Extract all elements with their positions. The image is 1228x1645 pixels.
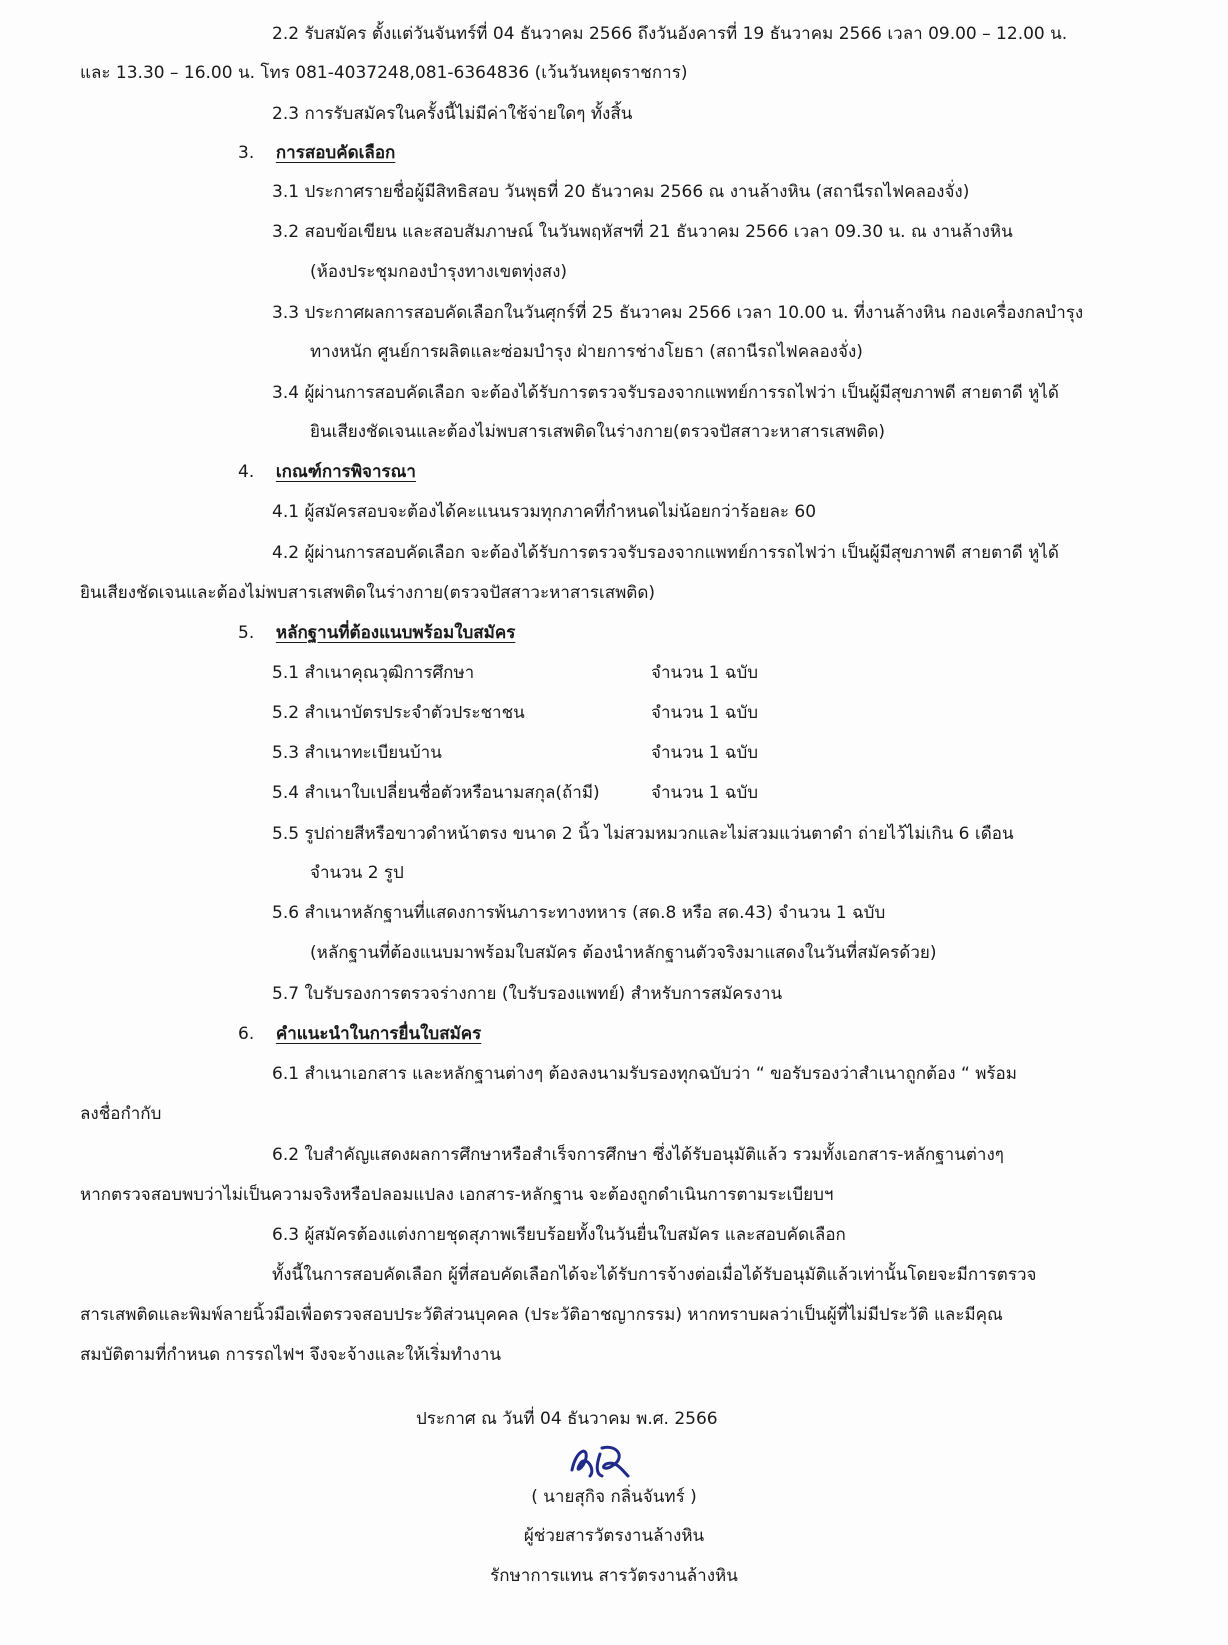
item-3-4-line1: 3.4 ผู้ผ่านการสอบคัดเลือก จะต้องได้รับการตรวจรับรองจากแพทย์การรถไฟว่า เป็นผู้มีสุขภาพดี สายตาดี หูได้ — [272, 383, 1059, 403]
section-6-number: 6. — [238, 1024, 255, 1044]
item-6-2-line2: หากตรวจสอบพบว่าไม่เป็นความจริงหรือปลอมแปลง เอกสาร-หลักฐาน จะต้องถูกดำเนินการตามระเบียบฯ — [80, 1185, 834, 1205]
section-5-heading: หลักฐานที่ต้องแนบพร้อมใบสมัคร — [275, 623, 516, 643]
item-6-1-line1: 6.1 สำเนาเอกสาร และหลักฐานต่างๆ ต้องลงนามรับรองทุกฉบับว่า “ ขอรับรองว่าสำเนาถูกต้อง “ พร้อม — [272, 1064, 1017, 1084]
section-4-heading-row — [238, 459, 416, 485]
announcement-date: ประกาศ ณ วันที่ 04 ธันวาคม พ.ศ. 2566 — [416, 1409, 718, 1429]
item-2-2-line1: 2.2 รับสมัคร ตั้งแต่วันจันทร์ที่ 04 ธันวาคม 2566 ถึงวันอังคารที่ 19 ธันวาคม 2566 เวลา 09.00 – 12.00 น. — [272, 24, 1068, 44]
item-5-4-label: 5.4 สำเนาใบเปลี่ยนชื่อตัวหรือนามสกุล(ถ้ามี) — [272, 783, 600, 803]
item-3-2-line2: (ห้องประชุมกองบำรุงทางเขตทุ่งสง) — [310, 262, 568, 282]
section-3-number: 3. — [238, 143, 255, 163]
item-5-6-line2: (หลักฐานที่ต้องแนบมาพร้อมใบสมัคร ต้องนำหลักฐานตัวจริงมาแสดงในวันที่สมัครด้วย) — [310, 943, 937, 963]
item-6-3: 6.3 ผู้สมัครต้องแต่งกายชุดสุภาพเรียบร้อยทั้งในวันยื่นใบสมัคร และสอบคัดเลือก — [272, 1225, 846, 1245]
section-6-heading-row — [238, 1021, 481, 1047]
item-5-1-label: 5.1 สำเนาคุณวุฒิการศึกษา — [272, 663, 475, 683]
item-2-3: 2.3 การรับสมัครในครั้งนี้ไม่มีค่าใช้จ่ายใดๆ ทั้งสิ้น — [272, 104, 633, 124]
item-2-2-line2: และ 13.30 – 16.00 น. โทร 081-4037248,081-6364836 (เว้นวันหยุดราชการ) — [80, 63, 688, 83]
item-3-4-line2: ยินเสียงชัดเจนและต้องไม่พบสารเสพติดในร่างกาย(ตรวจปัสสาวะหาสารเสพติด) — [310, 422, 886, 442]
section-3-heading-row — [238, 140, 395, 166]
item-5-6-line1: 5.6 สำเนาหลักฐานที่แสดงการพ้นภาระทางทหาร (สด.8 หรือ สด.43) จำนวน 1 ฉบับ — [272, 903, 886, 923]
item-5-3-qty: จำนวน 1 ฉบับ — [651, 743, 759, 763]
section-5-number: 5. — [238, 623, 255, 643]
item-5-2-qty: จำนวน 1 ฉบับ — [651, 703, 759, 723]
item-5-3-label: 5.3 สำเนาทะเบียนบ้าน — [272, 743, 442, 763]
section-3-heading: การสอบคัดเลือก — [275, 143, 396, 163]
section-5-heading-row — [238, 620, 515, 646]
item-5-2-label: 5.2 สำเนาบัตรประจำตัวประชาชน — [272, 703, 525, 723]
signer-acting-position: รักษาการแทน สารวัตรงานล้างหิน — [490, 1566, 738, 1586]
item-5-4-qty: จำนวน 1 ฉบับ — [651, 783, 759, 803]
handwritten-signature — [566, 1440, 636, 1482]
closing-line3: สมบัติตามที่กำหนด การรถไฟฯ จึงจะจ้างและให้เริ่มทำงาน — [80, 1345, 501, 1365]
closing-line2: สารเสพติดและพิมพ์ลายนิ้วมือเพื่อตรวจสอบประวัติส่วนบุคคล (ประวัติอาชญากรรม) หากทราบผลว่าเป็นผู้ที่ไม่มีประวัติ และมีคุณ — [80, 1305, 1003, 1325]
signer-name: ( นายสุกิจ กลิ่นจันทร์ ) — [531, 1487, 697, 1507]
item-3-3-line2: ทางหนัก ศูนย์การผลิตและซ่อมบำรุง ฝ่ายการช่างโยธา (สถานีรถไฟคลองจั่ง) — [310, 342, 863, 362]
item-5-7: 5.7 ใบรับรองการตรวจร่างกาย (ใบรับรองแพทย์) สำหรับการสมัครงาน — [272, 984, 783, 1004]
section-4-number: 4. — [238, 462, 255, 482]
section-6-heading: คำแนะนำในการยื่นใบสมัคร — [275, 1024, 482, 1044]
section-4-heading: เกณฑ์การพิจารณา — [275, 462, 416, 482]
item-4-2-line1: 4.2 ผู้ผ่านการสอบคัดเลือก จะต้องได้รับการตรวจรับรองจากแพทย์การรถไฟว่า เป็นผู้มีสุขภาพดี สายตาดี หูได้ — [272, 543, 1059, 563]
item-3-3-line1: 3.3 ประกาศผลการสอบคัดเลือกในวันศุกร์ที่ 25 ธันวาคม 2566 เวลา 10.00 น. ที่งานล้างหิน กองเครื่องกลบำรุง — [272, 303, 1084, 323]
closing-line1: ทั้งนี้ในการสอบคัดเลือก ผู้ที่สอบคัดเลือกได้จะได้รับการจ้างต่อเมื่อได้รับอนุมัติแล้วเท่านั้นโดยจะมีการตรวจ — [272, 1265, 1037, 1285]
item-4-1: 4.1 ผู้สมัครสอบจะต้องได้คะแนนรวมทุกภาคที่กำหนดไม่น้อยกว่าร้อยละ 60 — [272, 502, 817, 522]
item-5-5-line2: จำนวน 2 รูป — [310, 863, 404, 883]
signer-position: ผู้ช่วยสารวัตรงานล้างหิน — [523, 1526, 705, 1546]
item-5-1-qty: จำนวน 1 ฉบับ — [651, 663, 759, 683]
item-4-2-line2: ยินเสียงชัดเจนและต้องไม่พบสารเสพติดในร่างกาย(ตรวจปัสสาวะหาสารเสพติด) — [80, 583, 656, 603]
item-6-2-line1: 6.2 ใบสำคัญแสดงผลการศึกษาหรือสำเร็จการศึกษา ซึ่งได้รับอนุมัติแล้ว รวมทั้งเอกสาร-หลักฐานต่างๆ — [272, 1145, 1004, 1165]
item-3-1: 3.1 ประกาศรายชื่อผู้มีสิทธิสอบ วันพุธที่ 20 ธันวาคม 2566 ณ งานล้างหิน (สถานีรถไฟคลองจั่ง) — [272, 182, 970, 202]
item-3-2-line1: 3.2 สอบข้อเขียน และสอบสัมภาษณ์ ในวันพฤหัสฯที่ 21 ธันวาคม 2566 เวลา 09.30 น. ณ งานล้างหิน — [272, 222, 1013, 242]
item-6-1-line2: ลงชื่อกำกับ — [80, 1104, 162, 1124]
item-5-5-line1: 5.5 รูปถ่ายสีหรือขาวดำหน้าตรง ขนาด 2 นิ้ว ไม่สวมหมวกและไม่สวมแว่นตาดำ ถ่ายไว้ไม่เกิน 6 เดือน — [272, 824, 1014, 844]
